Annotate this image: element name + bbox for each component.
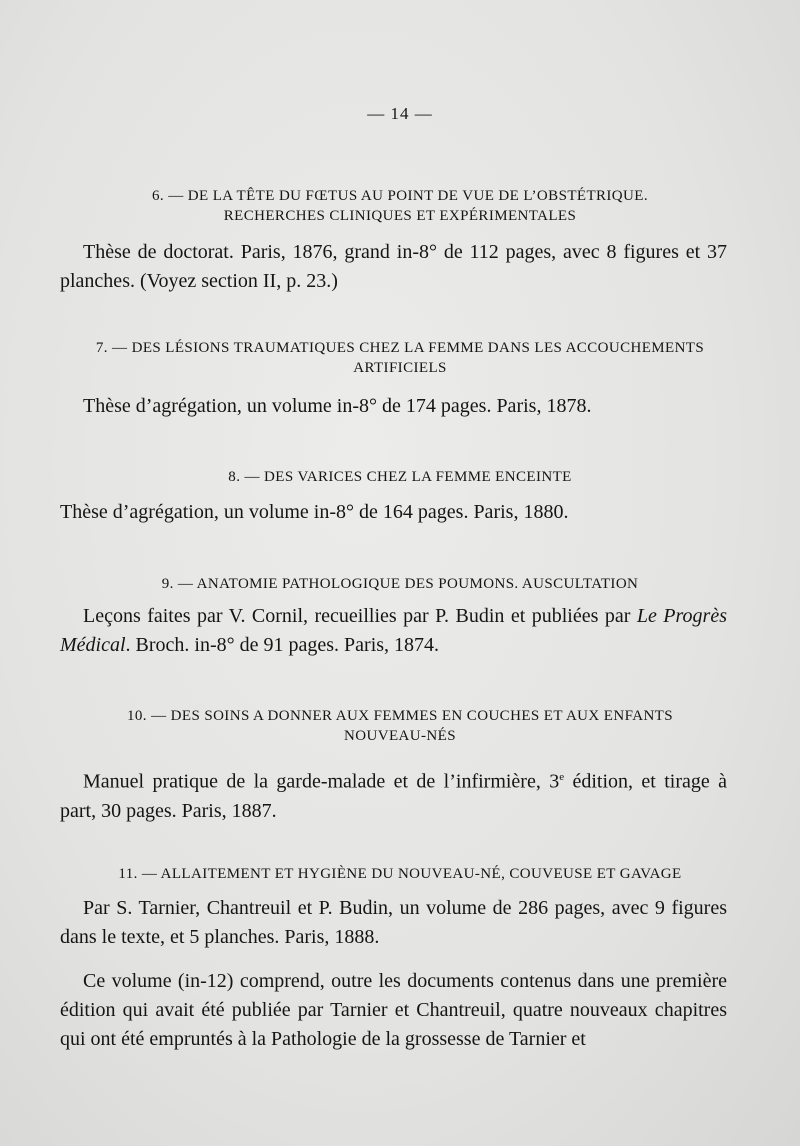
entry-9-body-text: Leçons faites par V. Cornil, recueillies par P. Budin et publiées par bbox=[83, 605, 637, 627]
entry-10-heading-line2: NOUVEAU-NÉS bbox=[344, 728, 456, 744]
entry-9-heading-line1: 9. — ANATOMIE PATHOLOGIQUE DES POUMONS. AUSCULTATION bbox=[161, 576, 639, 592]
entry-9-journal-title: Le Progrès Médical bbox=[60, 605, 728, 656]
entry-8-body: Thèse d’agrégation, un volume in-8° de 164 pages. Paris, 1880. bbox=[60, 501, 569, 523]
entry-10-heading bbox=[80, 706, 720, 746]
page-number: — 14 — bbox=[367, 104, 433, 123]
entry-9-body-text-end: . Broch. in-8° de 91 pages. Paris, 1874. bbox=[125, 634, 440, 656]
entry-10-body bbox=[60, 763, 727, 826]
entry-8-heading bbox=[80, 467, 720, 487]
entry-9-heading bbox=[80, 574, 720, 594]
entry-11-heading bbox=[80, 864, 720, 884]
entry-8-heading-line1: 8. — DES VARICES CHEZ LA FEMME ENCEINTE bbox=[228, 469, 572, 485]
entry-9-body bbox=[60, 602, 727, 660]
entry-11-body: Par S. Tarnier, Chantreuil et P. Budin, un volume de 286 pages, avec 9 figures dans le texte, et 5 planches. Paris, 1888. bbox=[60, 897, 727, 948]
entry-7-heading bbox=[80, 338, 720, 378]
entry-7-heading-line1: 7. — DES LÉSIONS TRAUMATIQUES CHEZ LA FEMME DANS LES ACCOUCHEMENTS bbox=[95, 340, 705, 356]
entry-10-heading-line1: 10. — DES SOINS A DONNER AUX FEMMES EN COUCHES ET AUX ENFANTS bbox=[127, 708, 673, 724]
entry-10-body-text: Manuel pratique de la garde-malade et de l’infirmière, 3 bbox=[83, 770, 560, 793]
entry-10-body-text-end: édition, et tirage à part, 30 pages. Paris, 1887. bbox=[60, 770, 727, 822]
entry-6-heading-line2: RECHERCHES CLINIQUES ET EXPÉRIMENTALES bbox=[223, 208, 577, 224]
entry-10-edition-superscript: e bbox=[559, 771, 565, 783]
entry-6-heading bbox=[80, 186, 720, 226]
entry-11-body-paragraph-2: Ce volume (in-12) comprend, outre les documents contenus dans une première édition qui avait été publiée par Tarnier et Chantreuil, quatre nouveaux chapitres qui ont été empruntés à la Pathologie de la grossesse de Tarnier et bbox=[60, 970, 727, 1050]
entry-7-heading-line2: ARTIFICIELS bbox=[353, 360, 447, 376]
entry-6-body: Thèse de doctorat. Paris, 1876, grand in-8° de 112 pages, avec 8 figures et 37 planches. (Voyez section II, p. 23.) bbox=[60, 241, 727, 292]
entry-7-body: Thèse d’agrégation, un volume in-8° de 174 pages. Paris, 1878. bbox=[83, 395, 592, 417]
entry-11-heading-line1: 11. — ALLAITEMENT ET HYGIÈNE DU NOUVEAU-NÉ, COUVEUSE ET GAVAGE bbox=[118, 866, 682, 882]
entry-6-heading-line1: 6. — DE LA TÊTE DU FŒTUS AU POINT DE VUE DE L’OBSTÉTRIQUE. bbox=[152, 188, 648, 204]
